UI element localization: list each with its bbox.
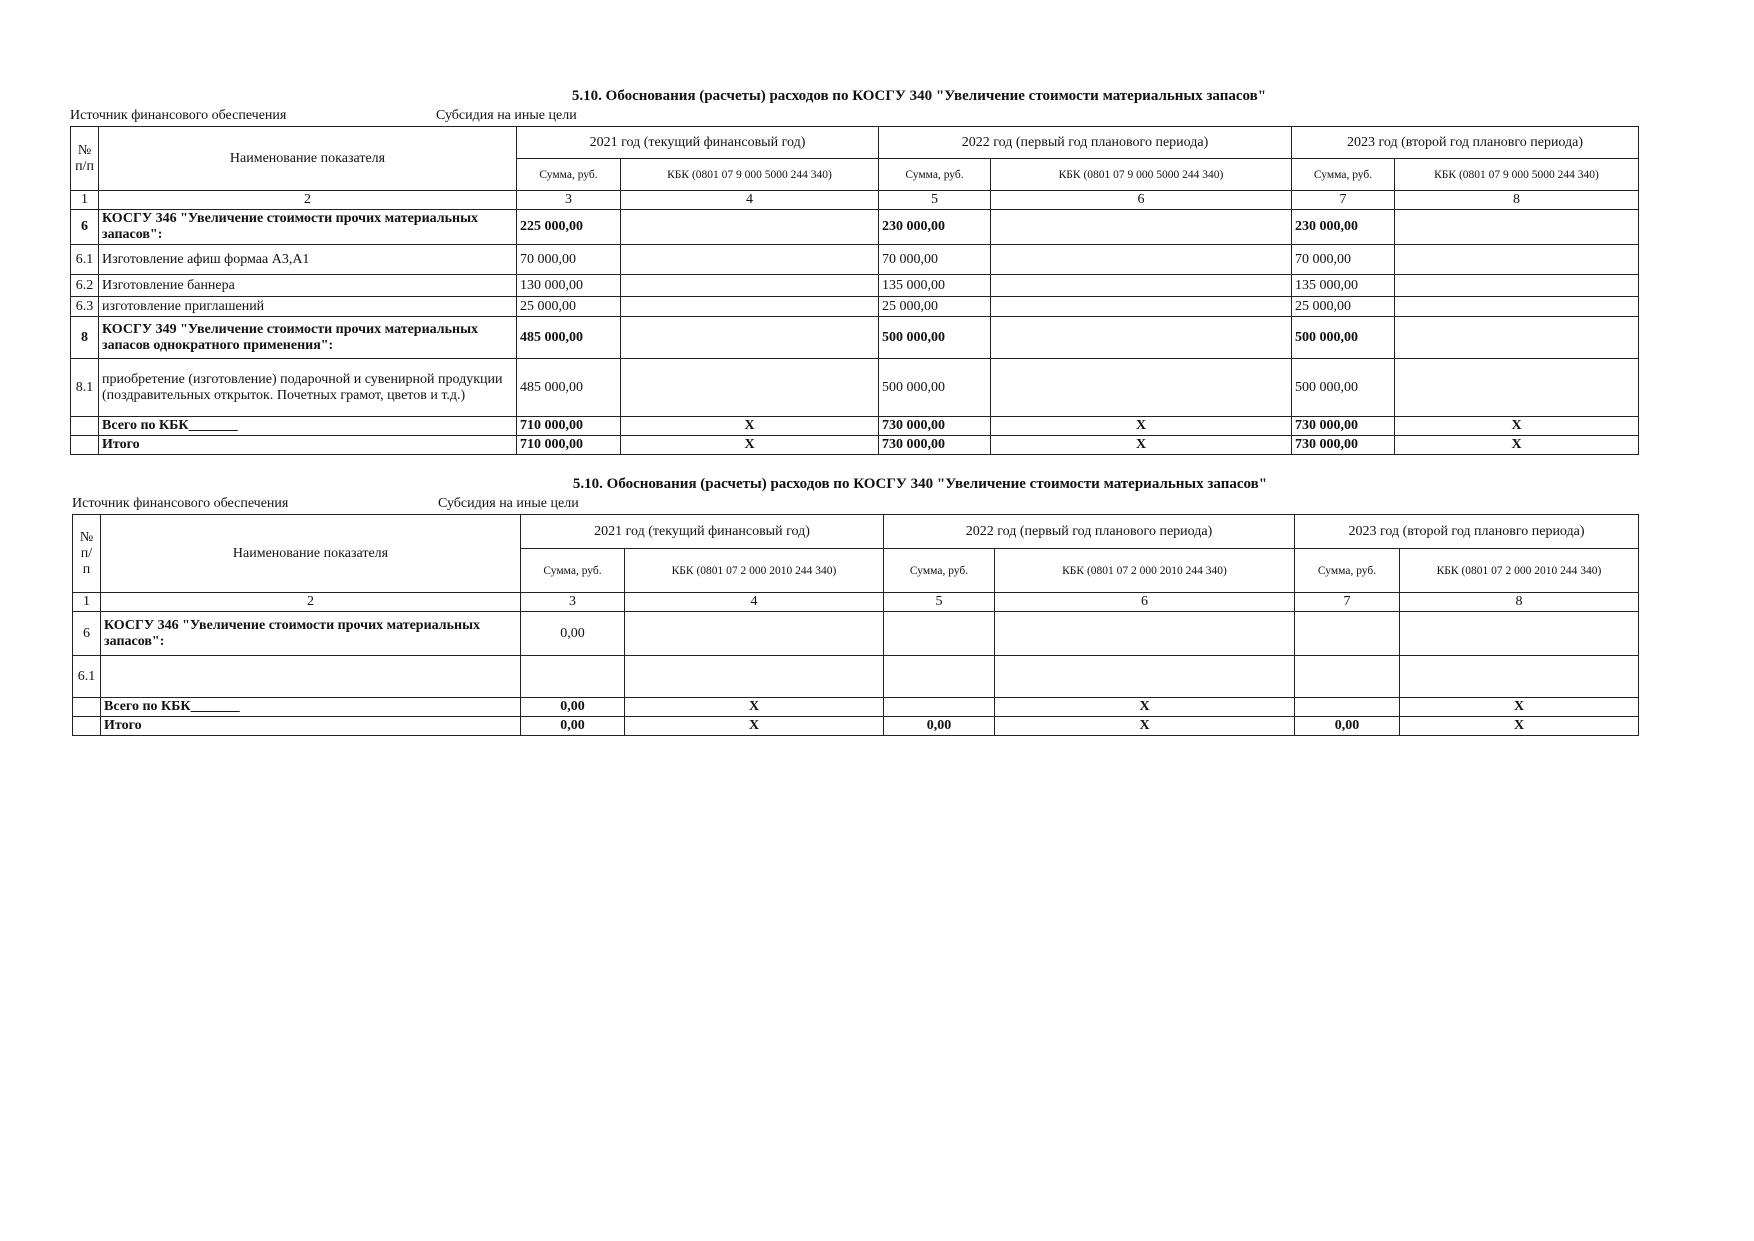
- row-num: [71, 436, 99, 455]
- table-row: [71, 317, 1639, 359]
- header-sum: Сумма, руб.: [884, 549, 995, 593]
- row-sum-2022: [884, 698, 995, 717]
- row-name: Итого: [99, 436, 517, 455]
- table-row: [71, 210, 1639, 245]
- row-sum-2022: 25 000,00: [879, 297, 991, 317]
- row-num: 8.1: [71, 359, 99, 417]
- column-number: 2: [101, 593, 521, 612]
- row-sum-2021: [521, 656, 625, 698]
- column-number: 8: [1400, 593, 1639, 612]
- row-sum-2023: 135 000,00: [1292, 275, 1395, 297]
- row-sum-2022: 70 000,00: [879, 245, 991, 275]
- table-row-total-kbk: [73, 698, 1639, 717]
- row-sum-2021: 0,00: [521, 612, 625, 656]
- row-kbk-2021: X: [621, 436, 879, 455]
- header-year-2021: 2021 год (текущий финансовый год): [517, 127, 879, 159]
- funding-source-label: Источник финансового обеспечения: [70, 108, 287, 123]
- budget-table: [72, 514, 1639, 736]
- row-num: 6: [73, 612, 101, 656]
- table-heading: 5.10. Обоснования (расчеты) расходов по КОСГУ 340 "Увеличение стоимости материальных запасов": [571, 88, 1267, 104]
- header-sum: Сумма, руб.: [517, 159, 621, 191]
- row-sum-2023: 730 000,00: [1292, 417, 1395, 436]
- row-sum-2023: 70 000,00: [1292, 245, 1395, 275]
- row-kbk-2022: [991, 317, 1292, 359]
- header-sum: Сумма, руб.: [879, 159, 991, 191]
- row-kbk-2022: [991, 210, 1292, 245]
- row-sum-2021: 710 000,00: [517, 417, 621, 436]
- row-name: приобретение (изготовление) подарочной и сувенирной продукции (поздравительных открыток. Почетных грамот, цветов и т.д.): [99, 359, 517, 417]
- row-kbk-2022: X: [991, 436, 1292, 455]
- row-kbk-2022: X: [995, 717, 1295, 736]
- row-kbk-2023: [1395, 359, 1639, 417]
- row-kbk-2022: [995, 656, 1295, 698]
- row-kbk-2021: [625, 656, 884, 698]
- row-kbk-2023: [1395, 275, 1639, 297]
- row-name: КОСГУ 346 "Увеличение стоимости прочих материальных запасов":: [99, 210, 517, 245]
- row-sum-2022: [884, 656, 995, 698]
- row-kbk-2022: [995, 612, 1295, 656]
- row-name: КОСГУ 346 "Увеличение стоимости прочих материальных запасов":: [101, 612, 521, 656]
- table-row: [71, 245, 1639, 275]
- header-num: № п/ п: [73, 515, 101, 593]
- row-sum-2021: 710 000,00: [517, 436, 621, 455]
- row-kbk-2023: [1395, 245, 1639, 275]
- header-num: № п/п: [71, 127, 99, 191]
- row-kbk-2022: [991, 245, 1292, 275]
- row-sum-2021: 485 000,00: [517, 317, 621, 359]
- funding-source-line: [70, 108, 1638, 126]
- column-number: 6: [995, 593, 1295, 612]
- header-sum: Сумма, руб.: [1292, 159, 1395, 191]
- row-sum-2021: 225 000,00: [517, 210, 621, 245]
- row-kbk-2023: X: [1400, 717, 1639, 736]
- table-row-total: [71, 436, 1639, 455]
- table-row: [71, 275, 1639, 297]
- column-number: 3: [521, 593, 625, 612]
- row-kbk-2022: X: [995, 698, 1295, 717]
- table-row: [71, 297, 1639, 317]
- row-sum-2023: 230 000,00: [1292, 210, 1395, 245]
- row-kbk-2023: [1395, 317, 1639, 359]
- row-sum-2023: 500 000,00: [1292, 317, 1395, 359]
- column-number: 4: [625, 593, 884, 612]
- row-kbk-2021: [625, 612, 884, 656]
- column-number: 7: [1295, 593, 1400, 612]
- column-number: 3: [517, 191, 621, 210]
- row-num: [73, 698, 101, 717]
- row-kbk-2021: X: [621, 417, 879, 436]
- column-number: 2: [99, 191, 517, 210]
- row-kbk-2021: [621, 359, 879, 417]
- table-heading: 5.10. Обоснования (расчеты) расходов по КОСГУ 340 "Увеличение стоимости материальных запасов": [572, 476, 1268, 492]
- header-sum: Сумма, руб.: [1295, 549, 1400, 593]
- row-sum-2021: 25 000,00: [517, 297, 621, 317]
- row-kbk-2023: [1395, 297, 1639, 317]
- budget-table: [70, 126, 1639, 455]
- header-kbk: КБК (0801 07 2 000 2010 244 340): [625, 549, 884, 593]
- row-sum-2022: 135 000,00: [879, 275, 991, 297]
- row-name: Всего по КБК_______: [99, 417, 517, 436]
- row-name: Изготовление афиш формаа А3,А1: [99, 245, 517, 275]
- row-kbk-2023: [1395, 210, 1639, 245]
- header-kbk: КБК (0801 07 9 000 5000 244 340): [991, 159, 1292, 191]
- row-kbk-2022: [991, 275, 1292, 297]
- row-sum-2021: 70 000,00: [517, 245, 621, 275]
- table-row: [71, 359, 1639, 417]
- column-number: 5: [884, 593, 995, 612]
- column-number: 5: [879, 191, 991, 210]
- header-year-2022: 2022 год (первый год планового периода): [879, 127, 1292, 159]
- row-num: 6.1: [71, 245, 99, 275]
- row-sum-2023: 730 000,00: [1292, 436, 1395, 455]
- row-sum-2023: [1295, 698, 1400, 717]
- column-number: 8: [1395, 191, 1639, 210]
- row-kbk-2023: X: [1400, 698, 1639, 717]
- table-row-total-kbk: [71, 417, 1639, 436]
- funding-source-label: Источник финансового обеспечения: [72, 496, 289, 511]
- row-sum-2022: 230 000,00: [879, 210, 991, 245]
- column-number: 6: [991, 191, 1292, 210]
- row-kbk-2022: X: [991, 417, 1292, 436]
- row-sum-2023: 500 000,00: [1292, 359, 1395, 417]
- column-number: 1: [73, 593, 101, 612]
- row-kbk-2021: [621, 210, 879, 245]
- header-year-2022: 2022 год (первый год планового периода): [884, 515, 1295, 549]
- header-kbk: КБК (0801 07 9 000 5000 244 340): [1395, 159, 1639, 191]
- row-sum-2022: [884, 612, 995, 656]
- row-name: [101, 656, 521, 698]
- column-number: 7: [1292, 191, 1395, 210]
- row-kbk-2021: [621, 297, 879, 317]
- row-sum-2021: 485 000,00: [517, 359, 621, 417]
- funding-source-value: Субсидия на иные цели: [438, 496, 579, 511]
- row-sum-2022: 500 000,00: [879, 317, 991, 359]
- row-name: Всего по КБК_______: [101, 698, 521, 717]
- row-num: 8: [71, 317, 99, 359]
- table-block-2: [72, 476, 1638, 736]
- table-row: [73, 612, 1639, 656]
- row-sum-2022: 730 000,00: [879, 436, 991, 455]
- row-kbk-2021: [621, 317, 879, 359]
- table-row-total: [73, 717, 1639, 736]
- header-year-2021: 2021 год (текущий финансовый год): [521, 515, 884, 549]
- funding-source-value: Субсидия на иные цели: [436, 108, 577, 123]
- row-name: изготовление приглашений: [99, 297, 517, 317]
- funding-source-line: [72, 496, 1638, 514]
- row-sum-2022: 730 000,00: [879, 417, 991, 436]
- row-name: Изготовление баннера: [99, 275, 517, 297]
- row-sum-2022: 0,00: [884, 717, 995, 736]
- header-kbk: КБК (0801 07 9 000 5000 244 340): [621, 159, 879, 191]
- row-kbk-2021: X: [625, 698, 884, 717]
- row-kbk-2022: [991, 297, 1292, 317]
- row-name: КОСГУ 349 "Увеличение стоимости прочих материальных запасов однократного применения":: [99, 317, 517, 359]
- row-kbk-2023: X: [1395, 436, 1639, 455]
- row-sum-2023: [1295, 656, 1400, 698]
- header-year-2023: 2023 год (второй год плановго периода): [1292, 127, 1639, 159]
- row-kbk-2023: X: [1395, 417, 1639, 436]
- row-kbk-2021: X: [625, 717, 884, 736]
- row-num: [73, 717, 101, 736]
- row-sum-2023: 0,00: [1295, 717, 1400, 736]
- row-num: [71, 417, 99, 436]
- header-kbk: КБК (0801 07 2 000 2010 244 340): [1400, 549, 1639, 593]
- column-number: 1: [71, 191, 99, 210]
- header-kbk: КБК (0801 07 2 000 2010 244 340): [995, 549, 1295, 593]
- header-name: Наименование показателя: [99, 127, 517, 191]
- table-row: [73, 656, 1639, 698]
- row-kbk-2021: [621, 245, 879, 275]
- row-num: 6.3: [71, 297, 99, 317]
- row-num: 6.1: [73, 656, 101, 698]
- row-name: Итого: [101, 717, 521, 736]
- row-sum-2021: 130 000,00: [517, 275, 621, 297]
- row-kbk-2023: [1400, 612, 1639, 656]
- row-sum-2022: 500 000,00: [879, 359, 991, 417]
- row-kbk-2022: [991, 359, 1292, 417]
- row-sum-2023: 25 000,00: [1292, 297, 1395, 317]
- row-kbk-2023: [1400, 656, 1639, 698]
- row-kbk-2021: [621, 275, 879, 297]
- header-sum: Сумма, руб.: [521, 549, 625, 593]
- row-sum-2023: [1295, 612, 1400, 656]
- row-sum-2021: 0,00: [521, 717, 625, 736]
- header-name: Наименование показателя: [101, 515, 521, 593]
- table-block-1: [70, 88, 1638, 455]
- row-sum-2021: 0,00: [521, 698, 625, 717]
- row-num: 6.2: [71, 275, 99, 297]
- row-num: 6: [71, 210, 99, 245]
- header-year-2023: 2023 год (второй год плановго периода): [1295, 515, 1639, 549]
- column-number: 4: [621, 191, 879, 210]
